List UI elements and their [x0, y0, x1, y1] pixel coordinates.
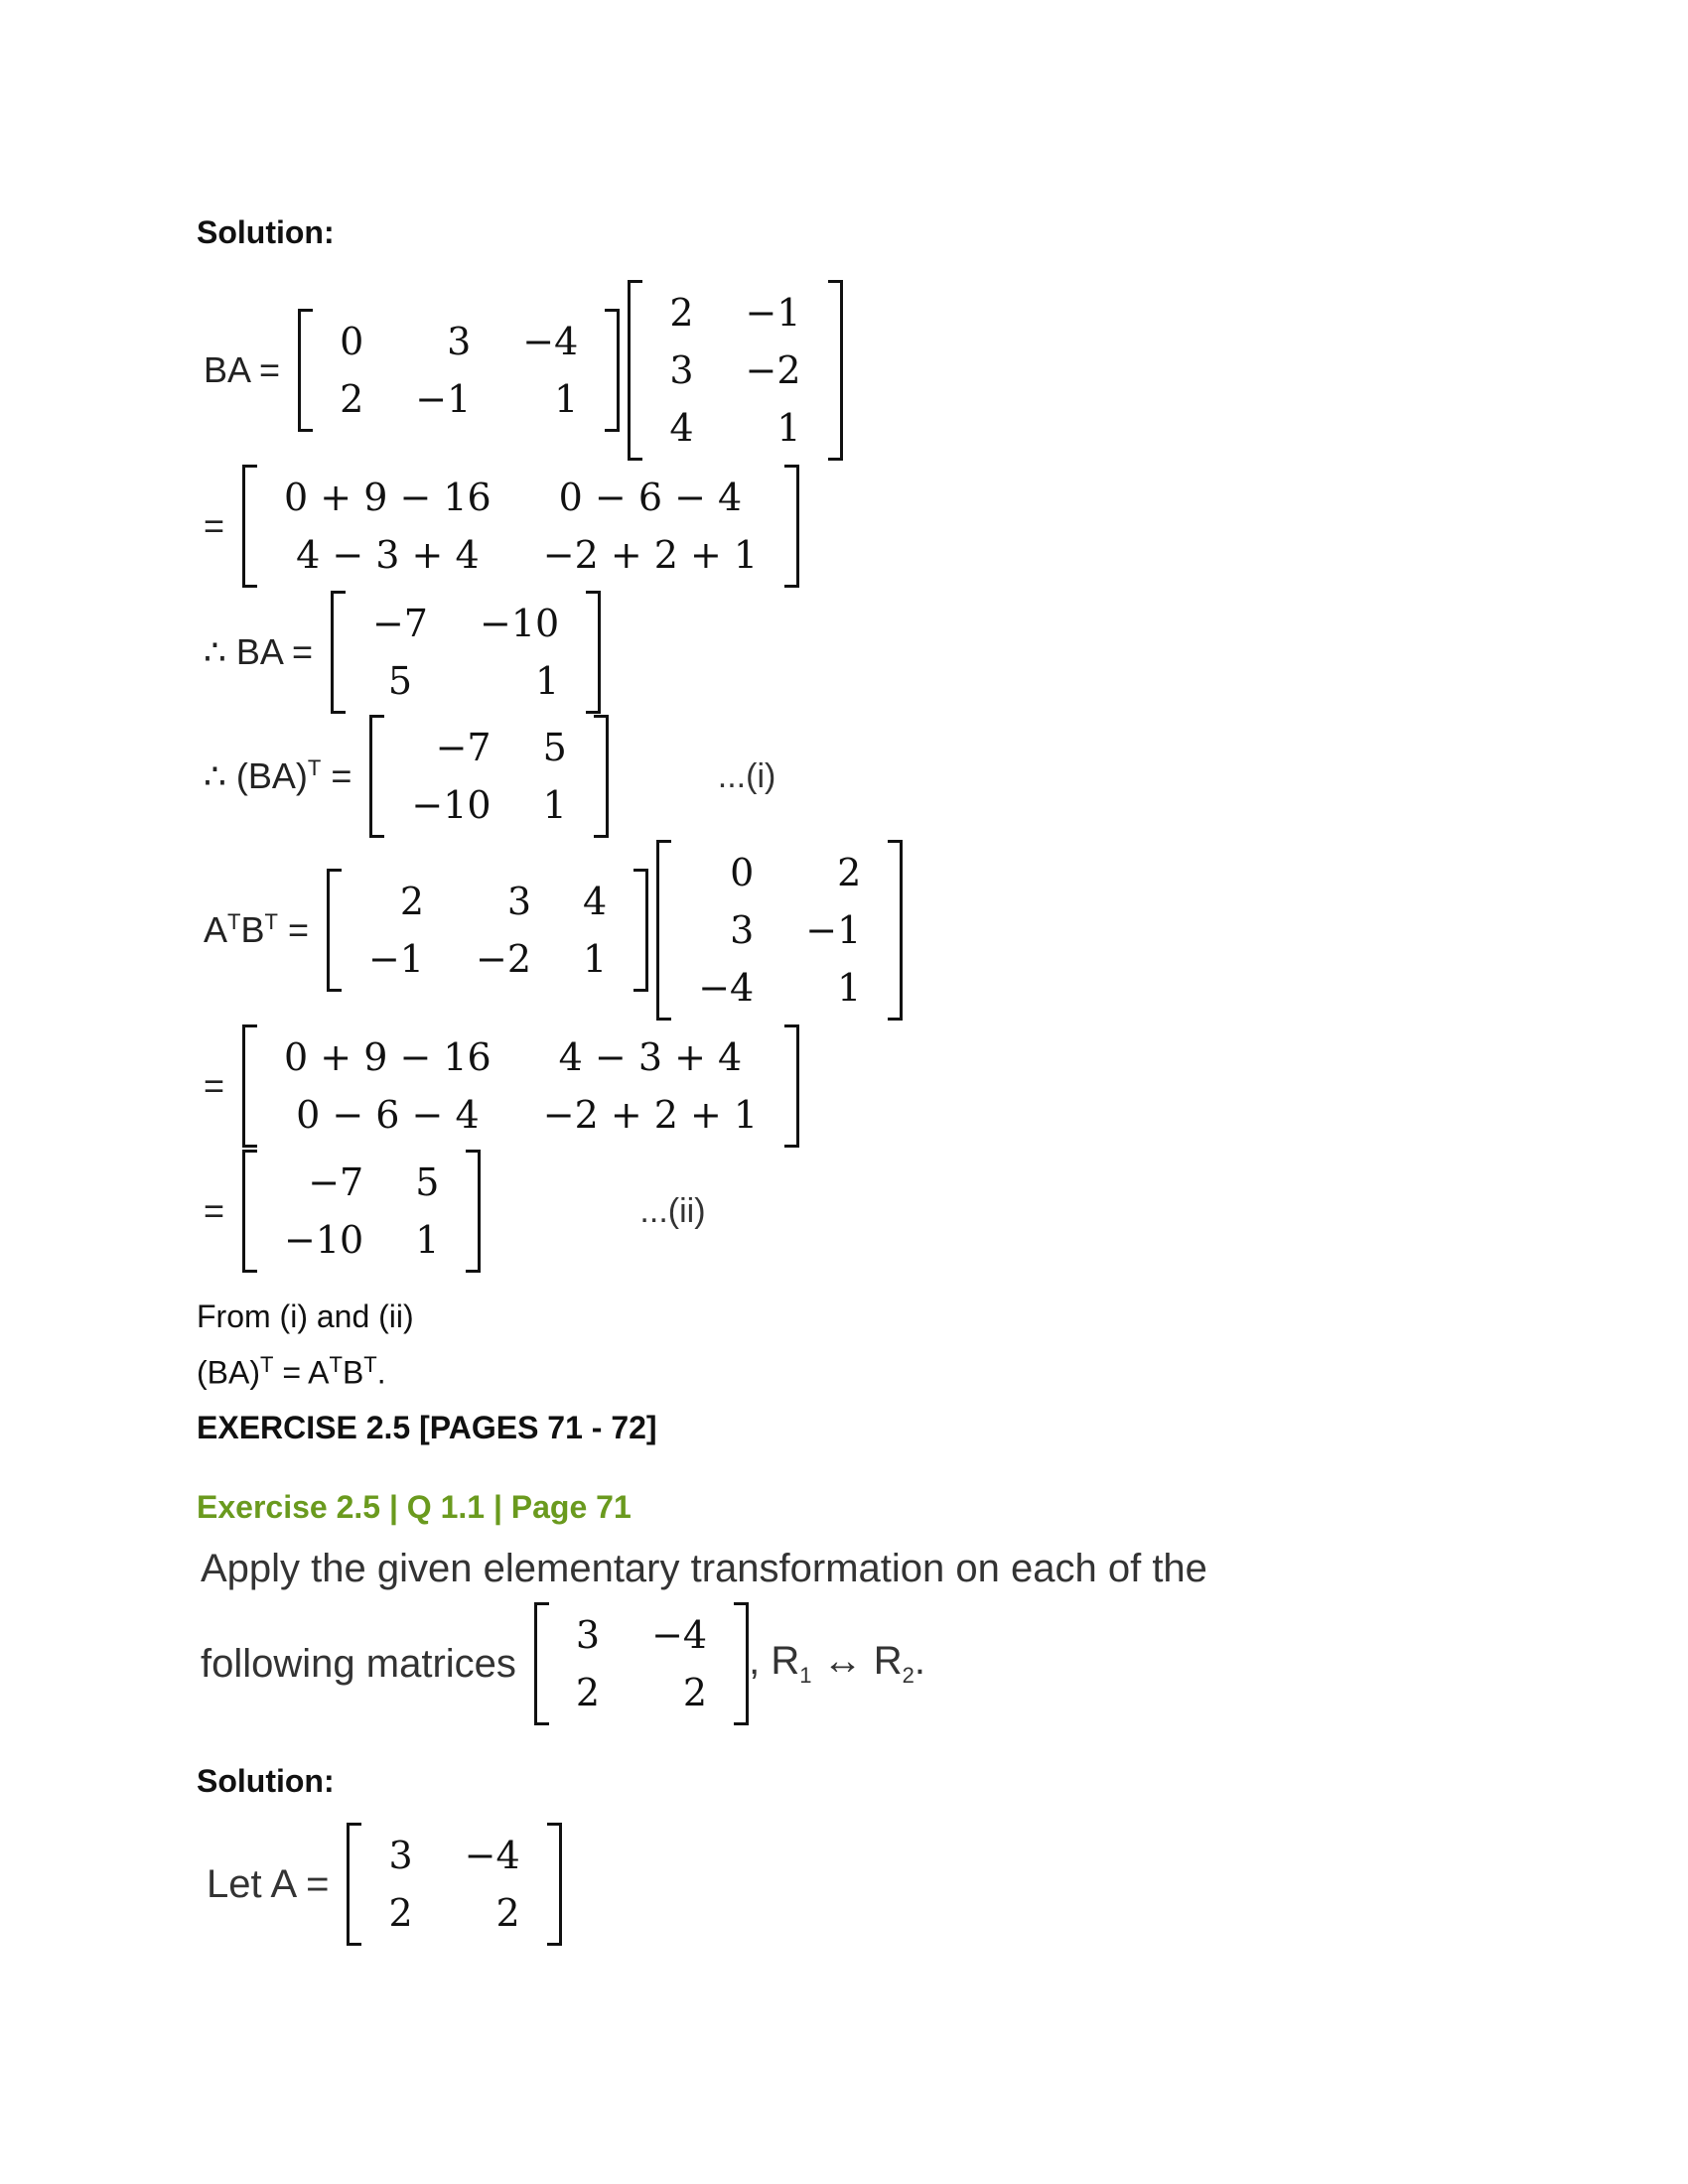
subscript: 2	[902, 1663, 914, 1688]
equation-tag-ii: ...(ii)	[639, 1191, 706, 1230]
matrix-cell: 2	[388, 1891, 413, 1935]
matrix-a-transpose	[327, 869, 648, 992]
step-ba-transpose	[204, 715, 775, 838]
question-line-1: Apply the given elementary transformation on each of the	[201, 1547, 1207, 1590]
op-text: , R	[749, 1639, 800, 1683]
matrix-cell: 0 − 6 − 4	[558, 476, 743, 519]
conclusion-from: From (i) and (ii)	[197, 1298, 414, 1334]
matrix-cell: −7	[308, 1160, 364, 1204]
lhs-text: =	[277, 909, 309, 950]
lhs-text: A	[204, 909, 228, 950]
at-bt-lhs	[204, 909, 309, 951]
matrix-cell: 0	[340, 320, 364, 363]
matrix-cell: 3	[669, 348, 694, 392]
superscript: T	[260, 1352, 274, 1377]
step-at-bt-result	[204, 1150, 706, 1273]
matrix-cell: −1	[367, 937, 424, 981]
question-line-2	[201, 1602, 925, 1725]
matrix-cell: 3	[388, 1834, 413, 1877]
conclusion-text: (BA)	[197, 1354, 260, 1391]
therefore-ba-lhs: ∴ BA =	[204, 631, 313, 672]
matrix-cell: 2	[669, 291, 694, 335]
matrix-cell: −10	[480, 602, 560, 645]
matrix-cell: 0 − 6 − 4	[296, 1093, 480, 1137]
matrix-cell: 5	[387, 659, 413, 703]
matrix-cell: 5	[542, 726, 567, 769]
matrix-expanded	[242, 465, 799, 588]
matrix-cell: 0 + 9 − 16	[284, 476, 492, 519]
conclusion-text: .	[376, 1354, 386, 1391]
superscript: T	[227, 909, 241, 934]
matrix-cell: −2 + 2 + 1	[542, 533, 759, 577]
matrix-cell: 1	[415, 1218, 440, 1262]
matrix-cell: 1	[535, 659, 560, 703]
matrix-cell: 4 − 3 + 4	[296, 533, 480, 577]
matrix-cell: 2	[340, 377, 364, 421]
matrix-cell: −2 + 2 + 1	[542, 1093, 759, 1137]
superscript: T	[329, 1352, 343, 1377]
matrix-cell: 1	[542, 783, 567, 827]
matrix-a-let	[347, 1823, 561, 1946]
matrix-cell: 0	[730, 851, 755, 894]
matrix-cell: 3	[447, 320, 472, 363]
matrix-cell: 2	[575, 1671, 601, 1714]
matrix-cell: −2	[476, 937, 532, 981]
solution-heading: Solution:	[197, 214, 335, 250]
matrix-cell: −4	[464, 1834, 520, 1877]
matrix-cell: 4	[669, 406, 694, 450]
matrix-cell: 2	[495, 1891, 520, 1935]
matrix-cell: 2	[837, 851, 862, 894]
step-at-bt-product	[204, 840, 903, 1021]
conclusion-equation	[197, 1352, 386, 1392]
op-text: ↔ R	[811, 1639, 903, 1683]
matrix-cell: 3	[506, 880, 532, 923]
step-ba-lhs: BA =	[204, 349, 281, 390]
matrix-cell: −4	[651, 1613, 708, 1657]
matrix-ba-transpose	[369, 715, 608, 838]
let-a-lhs: Let A =	[207, 1861, 330, 1906]
matrix-cell: 4	[583, 880, 608, 923]
superscript: T	[264, 909, 278, 934]
subscript: 1	[799, 1663, 812, 1688]
matrix-b	[298, 309, 620, 432]
matrix-cell: −1	[745, 291, 801, 335]
step-at-bt-expanded	[204, 1024, 799, 1148]
equals-sign: =	[204, 505, 225, 546]
matrix-cell: −1	[415, 377, 472, 421]
equation-tag-i: ...(i)	[717, 756, 776, 795]
equals-sign: =	[204, 1190, 225, 1231]
matrix-cell: −10	[411, 783, 492, 827]
matrix-b-transpose	[656, 840, 903, 1021]
matrix-cell: 5	[415, 1160, 440, 1204]
exercise-heading: EXERCISE 2.5 [PAGES 71 - 72]	[197, 1410, 657, 1445]
matrix-cell: −7	[371, 602, 428, 645]
equals-sign: =	[204, 1065, 225, 1106]
matrix-cell: 2	[399, 880, 424, 923]
superscript: T	[307, 755, 322, 780]
lhs-text: ∴ (BA)	[204, 755, 308, 796]
matrix-cell: −7	[435, 726, 492, 769]
matrix-cell: −2	[745, 348, 801, 392]
let-a-definition	[207, 1823, 562, 1946]
matrix-ba	[331, 591, 601, 714]
matrix-cell: 3	[575, 1613, 601, 1657]
ba-transpose-lhs	[204, 755, 352, 797]
conclusion-text: B	[342, 1354, 364, 1391]
question-reference: Exercise 2.5 | Q 1.1 | Page 71	[197, 1489, 632, 1525]
question-matrix	[534, 1602, 749, 1725]
matrix-cell: −4	[698, 966, 755, 1010]
step-ba-result	[204, 591, 601, 714]
matrix-cell: 1	[776, 406, 801, 450]
matrix-cell: 4 − 3 + 4	[558, 1035, 743, 1079]
lhs-text: B	[240, 909, 265, 950]
matrix-cell: 1	[837, 966, 862, 1010]
matrix-cell: −4	[522, 320, 579, 363]
matrix-cell: 1	[583, 937, 608, 981]
question-text: following matrices	[201, 1641, 516, 1686]
matrix-cell: −10	[284, 1218, 364, 1262]
matrix-expanded	[242, 1024, 799, 1148]
matrix-cell: 0 + 9 − 16	[284, 1035, 492, 1079]
solution-heading-2: Solution:	[197, 1763, 335, 1799]
lhs-text: =	[321, 755, 352, 796]
matrix-cell: −1	[805, 908, 862, 952]
matrix-a	[628, 280, 842, 461]
step-ba-expanded	[204, 465, 799, 588]
matrix-cell: 3	[730, 908, 755, 952]
row-operation	[749, 1639, 925, 1689]
matrix-cell: 2	[682, 1671, 708, 1714]
step-ba-product	[204, 280, 843, 461]
conclusion-text: = A	[273, 1354, 330, 1391]
matrix-at-bt	[242, 1150, 481, 1273]
op-text: .	[914, 1639, 925, 1683]
superscript: T	[363, 1352, 377, 1377]
matrix-cell: 1	[554, 377, 579, 421]
